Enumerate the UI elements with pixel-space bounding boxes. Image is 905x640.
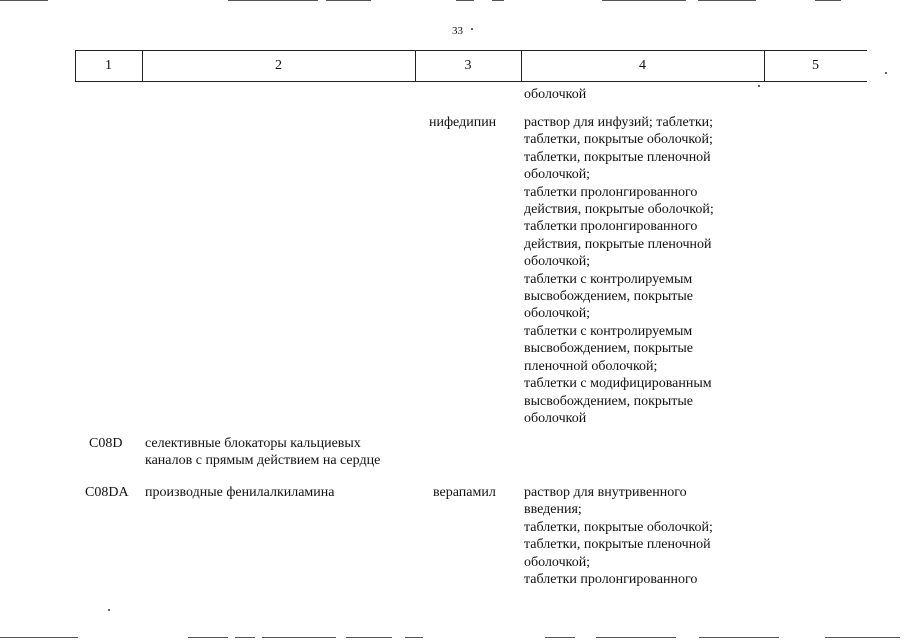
dosage-form-line: таблетки, покрытые пленочной — [524, 537, 711, 553]
dosage-forms-list — [524, 484, 713, 588]
dosage-form-line: оболочкой — [524, 410, 587, 426]
header-col-1: 1 — [105, 58, 112, 73]
dosage-form-line: действия, покрытые оболочкой; — [524, 202, 714, 218]
dosage-form-line: высвобождением, покрытые — [524, 341, 694, 357]
atc-group-name-line: каналов с прямым действием на сердце — [145, 453, 381, 468]
dosage-form-line: таблетки пролонгированного — [524, 572, 698, 588]
header-col-2: 2 — [275, 58, 282, 73]
dosage-form-line: таблетки, покрытые оболочкой; — [524, 519, 713, 535]
scan-speck — [108, 609, 110, 611]
dosage-form-line: таблетки с модифицированным — [524, 376, 712, 392]
dosage-form-line: высвобождением, покрытые — [524, 393, 694, 409]
header-col-5: 5 — [812, 58, 819, 73]
dosage-form-line: оболочкой; — [524, 254, 591, 270]
inn-name: нифедипин — [429, 115, 497, 130]
dosage-form-line: таблетки пролонгированного — [524, 184, 698, 200]
dosage-form-line: введения; — [524, 502, 582, 518]
dosage-form-line: действия, покрытые пленочной — [524, 236, 712, 252]
dosage-form-line: таблетки с контролируемым — [524, 323, 693, 339]
dosage-forms-list — [524, 114, 714, 427]
dosage-form-continuation: оболочкой — [524, 87, 587, 102]
scan-speck — [471, 28, 473, 30]
dosage-form-line: оболочкой; — [524, 554, 591, 570]
page-number: 33 — [452, 25, 463, 37]
atc-group-name-line: селективные блокаторы кальциевых — [145, 436, 361, 451]
inn-name: верапамил — [433, 485, 496, 500]
dosage-form-line: таблетки с контролируемым — [524, 271, 693, 287]
header-col-3: 3 — [464, 58, 472, 73]
atc-code: C08DA — [85, 485, 129, 500]
header-col-4: 4 — [639, 58, 646, 73]
table-header — [75, 50, 867, 82]
dosage-form-line: раствор для инфузий; таблетки; — [524, 115, 713, 130]
dosage-form-line: высвобождением, покрытые — [524, 289, 694, 305]
dosage-form-line: раствор для внутривенного — [524, 485, 687, 500]
dosage-form-line: таблетки пролонгированного — [524, 219, 698, 235]
atc-code: C08D — [89, 436, 123, 451]
dosage-form-line: таблетки, покрытые пленочной — [524, 149, 711, 165]
atc-group-name: производные фенилалкиламина — [145, 485, 335, 500]
scan-speck — [758, 85, 760, 87]
dosage-form-line: оболочкой; — [524, 167, 591, 183]
dosage-form-line: оболочкой; — [524, 306, 591, 322]
dosage-form-line: таблетки, покрытые оболочкой; — [524, 132, 713, 148]
scan-speck — [885, 72, 887, 74]
dosage-form-line: пленочной оболочкой; — [524, 358, 658, 374]
